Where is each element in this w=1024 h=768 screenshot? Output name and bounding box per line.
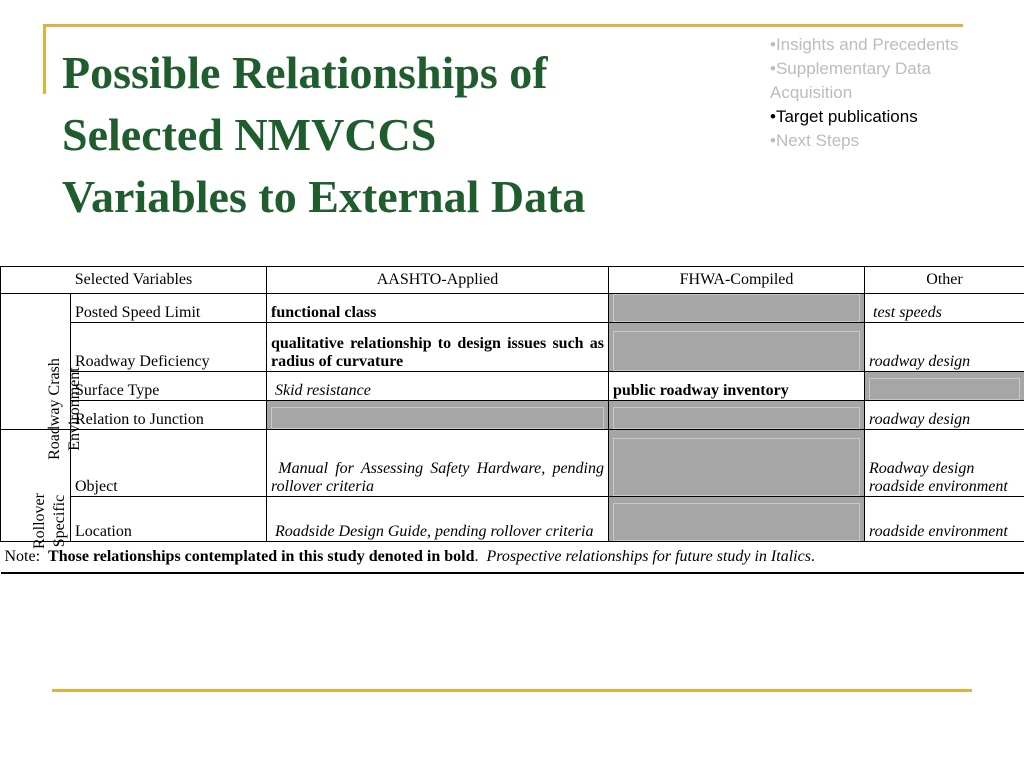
cell-variable: Posted Speed Limit bbox=[71, 294, 267, 323]
shaded-cell bbox=[865, 372, 1024, 401]
shaded-cell bbox=[609, 497, 865, 542]
cell-aashto-text: Skid resistance bbox=[275, 382, 371, 399]
cell-other bbox=[865, 294, 1024, 323]
cell-variable: Location bbox=[71, 497, 267, 542]
group-roadway-crash-environment bbox=[1, 294, 83, 460]
slide-title bbox=[62, 42, 742, 228]
cell-aashto bbox=[267, 497, 609, 542]
cell-aashto-text: Manual for Assessing Safety Hardware, pending rollover criteria bbox=[271, 460, 604, 495]
shaded-cell bbox=[609, 430, 865, 497]
cell-aashto-text: Roadside Design Guide, pending rollover criteria bbox=[275, 523, 594, 540]
agenda-list bbox=[770, 33, 1010, 153]
table-row bbox=[1, 401, 1024, 430]
header-aashto: AASHTO-Applied bbox=[267, 267, 609, 294]
table-header-row bbox=[1, 267, 1024, 294]
table-row bbox=[1, 430, 1024, 497]
table-row bbox=[1, 372, 1024, 401]
header-other: Other bbox=[865, 267, 1024, 294]
cell-variable: Roadway Deficiency bbox=[71, 323, 267, 372]
shaded-cell bbox=[609, 401, 865, 430]
note-prefix: Note: bbox=[4, 548, 41, 565]
cell-other: Roadway design roadside environment bbox=[865, 430, 1024, 497]
group-label: Roadway Crash Environment bbox=[46, 358, 83, 460]
bottom-accent-rule bbox=[52, 689, 972, 692]
cell-aashto bbox=[267, 372, 609, 401]
cell-other: roadway design bbox=[865, 401, 1024, 430]
cell-aashto: functional class bbox=[267, 294, 609, 323]
top-accent-rule bbox=[43, 24, 963, 27]
table-row bbox=[1, 323, 1024, 372]
cell-fhwa: public roadway inventory bbox=[609, 372, 865, 401]
agenda-item-supplementary: •Supplementary Data Acquisition bbox=[770, 59, 931, 102]
note-italic: Prospective relationships for future study in Italics bbox=[486, 548, 811, 565]
cell-other: roadway design bbox=[865, 323, 1024, 372]
table-row bbox=[1, 497, 1024, 542]
group-label: Rollover Specific bbox=[31, 493, 68, 549]
shaded-cell bbox=[267, 401, 609, 430]
agenda-item-next-steps: •Next Steps bbox=[770, 131, 860, 150]
header-fhwa: FHWA-Compiled bbox=[609, 267, 865, 294]
agenda-item-target-publications: •Target publications bbox=[770, 107, 918, 126]
agenda-item-insights: •Insights and Precedents bbox=[770, 35, 959, 54]
shaded-cell bbox=[609, 323, 865, 372]
cell-other: roadside environment bbox=[865, 497, 1024, 542]
shaded-cell bbox=[609, 294, 865, 323]
variables-table bbox=[0, 266, 1024, 574]
table-row bbox=[1, 294, 1024, 323]
cell-variable: Relation to Junction bbox=[71, 401, 267, 430]
table-note-row bbox=[1, 542, 1024, 574]
title-line-2: Selected NMVCCS bbox=[62, 109, 437, 160]
title-line-3: Variables to External Data bbox=[62, 171, 586, 222]
header-selected-variables: Selected Variables bbox=[1, 267, 267, 294]
cell-variable: Object bbox=[71, 430, 267, 497]
title-line-1: Possible Relationships of bbox=[62, 47, 548, 98]
table-note: Note: Those relationships contemplated in this study denoted in bold. Prospective relationships for future study in Italics. bbox=[1, 542, 1024, 574]
note-bold: Those relationships contemplated in this study denoted in bold bbox=[48, 548, 475, 565]
cell-other-text: test speeds bbox=[873, 304, 942, 321]
cell-variable: Surface Type bbox=[71, 372, 267, 401]
cell-aashto: qualitative relationship to design issues such as radius of curvature bbox=[267, 323, 609, 372]
cell-aashto bbox=[267, 430, 609, 497]
left-accent-rule bbox=[43, 24, 46, 94]
